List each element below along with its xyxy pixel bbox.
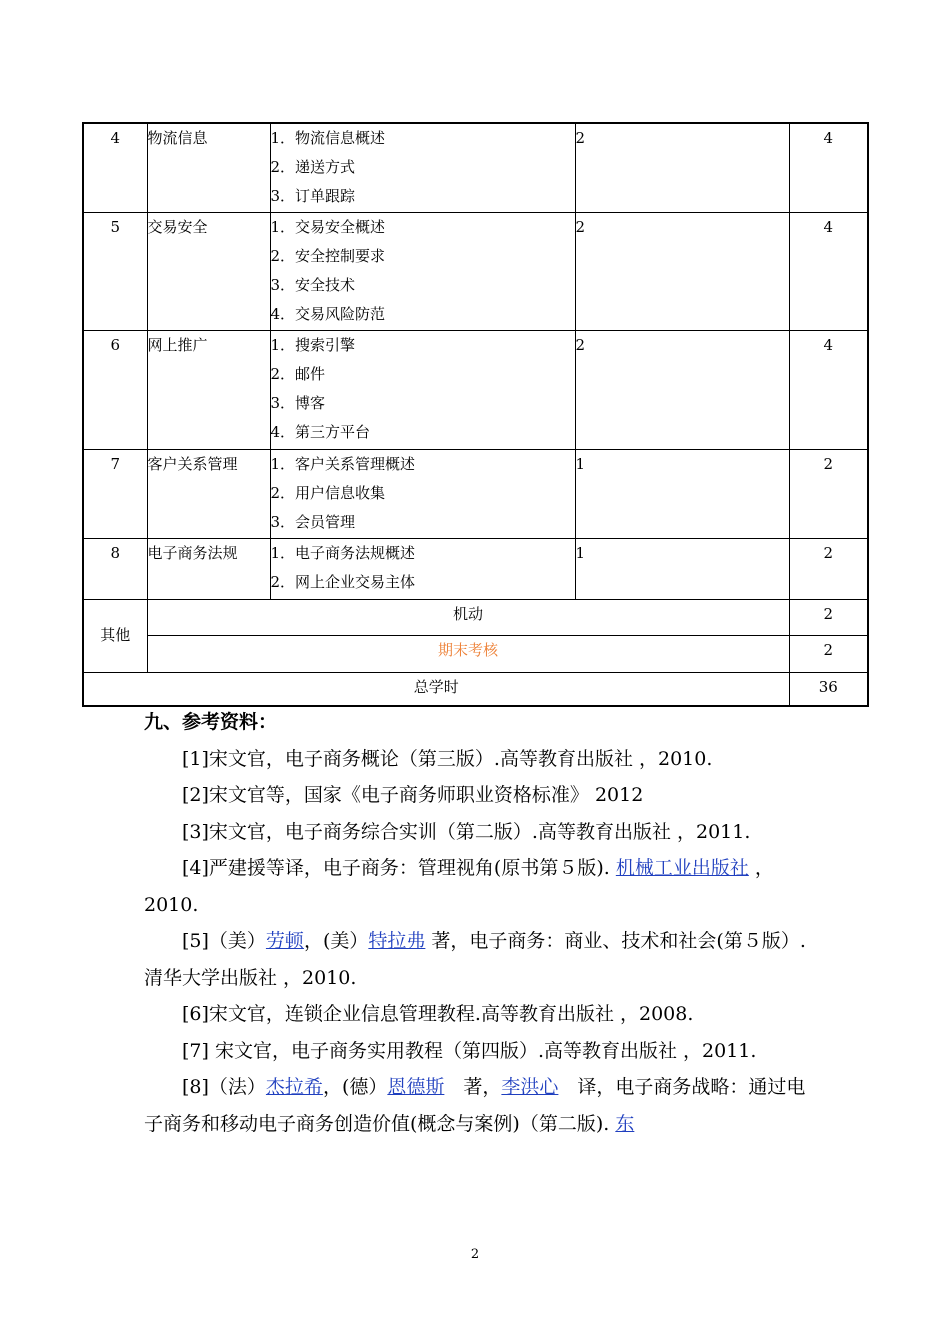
other-label: 其他 bbox=[83, 599, 147, 672]
publisher-link[interactable]: 东 bbox=[615, 1112, 635, 1135]
reference-text: [4]严建援等译，电子商务：管理视角(原书第５版). bbox=[182, 857, 616, 879]
author-link[interactable]: 特拉弗 bbox=[368, 930, 426, 952]
translator-link[interactable]: 李洪心 bbox=[501, 1076, 559, 1098]
row-total: 4 bbox=[789, 330, 868, 449]
reference-item: [6]宋文官，连锁企业信息管理教程.高等教育出版社 ，2008. bbox=[182, 1003, 694, 1025]
publisher-link[interactable]: 机械工业出版社 bbox=[615, 857, 749, 879]
table-row bbox=[83, 330, 868, 449]
references-section bbox=[144, 704, 810, 1142]
row-hours: 2 bbox=[575, 330, 789, 449]
table-row bbox=[83, 538, 868, 599]
reference-text: 著，电子商务：商业、技术和社会(第５版）.清华大学出版社 ，2010. bbox=[144, 930, 806, 989]
table-row bbox=[83, 599, 868, 635]
sum-label: 总学时 bbox=[83, 672, 789, 706]
table-row bbox=[83, 123, 868, 212]
table-row bbox=[83, 672, 868, 706]
section-heading: 九、参考资料： bbox=[144, 711, 278, 733]
list-item: 1．客户关系管理概述 bbox=[270, 454, 416, 473]
author-link[interactable]: 杰拉希 bbox=[265, 1076, 323, 1098]
table-row bbox=[83, 449, 868, 538]
flex-label: 机动 bbox=[147, 599, 789, 635]
author-link[interactable]: 恩德斯 bbox=[387, 1076, 445, 1098]
row-number: 4 bbox=[83, 123, 147, 212]
list-item: 3．会员管理 bbox=[270, 512, 356, 531]
list-item: 3．博客 bbox=[270, 393, 326, 412]
list-item: 1．搜索引擎 bbox=[270, 335, 356, 354]
reference-text: ，(美） bbox=[303, 930, 369, 952]
table-row bbox=[83, 212, 868, 330]
list-item: 2．用户信息收集 bbox=[270, 483, 386, 502]
row-total: 2 bbox=[789, 538, 868, 599]
row-items bbox=[270, 330, 575, 449]
row-total: 2 bbox=[789, 449, 868, 538]
course-schedule-table bbox=[82, 122, 869, 707]
reference-text: ，2010. bbox=[144, 857, 774, 916]
row-topic: 电子商务法规 bbox=[147, 538, 270, 599]
reference-item: [3]宋文官，电子商务综合实训（第二版）.高等教育出版社 ，2011. bbox=[182, 820, 751, 843]
list-item: 2．邮件 bbox=[270, 364, 326, 383]
list-item: 1．交易安全概述 bbox=[270, 217, 386, 236]
reference-text: 译，电子商务战略：通过电子商务和移动电子商务创造价值(概念与案例)（第二版). bbox=[144, 1076, 806, 1135]
row-number: 7 bbox=[83, 449, 147, 538]
row-hours: 2 bbox=[575, 212, 789, 330]
reference-item bbox=[144, 850, 810, 923]
row-items bbox=[270, 449, 575, 538]
author-link[interactable]: 劳顿 bbox=[265, 930, 304, 952]
row-topic: 物流信息 bbox=[147, 123, 270, 212]
sum-total: 36 bbox=[789, 672, 868, 706]
flex-total: 2 bbox=[789, 599, 868, 635]
reference-item: [1]宋文官，电子商务概论（第三版）.高等教育出版社 ，2010. bbox=[182, 747, 713, 770]
row-topic: 网上推广 bbox=[147, 330, 270, 449]
reference-item: [2]宋文官等，国家《电子商务师职业资格标准》 2012 bbox=[182, 784, 644, 806]
row-items bbox=[270, 538, 575, 599]
row-number: 6 bbox=[83, 330, 147, 449]
reference-item: [7] 宋文官，电子商务实用教程（第四版）.高等教育出版社 ，2011. bbox=[182, 1039, 757, 1062]
list-item: 1．物流信息概述 bbox=[270, 129, 386, 147]
row-hours: 2 bbox=[575, 123, 789, 212]
row-hours: 1 bbox=[575, 449, 789, 538]
list-item: 4．交易风险防范 bbox=[270, 304, 386, 323]
list-item: 3．订单跟踪 bbox=[270, 187, 356, 205]
reference-text: 著， bbox=[444, 1076, 502, 1098]
list-item: 3．安全技术 bbox=[270, 275, 356, 294]
reference-item bbox=[144, 923, 810, 996]
exam-total: 2 bbox=[789, 635, 868, 672]
list-item: 2．安全控制要求 bbox=[270, 246, 386, 265]
reference-text: [5]（美） bbox=[182, 930, 266, 952]
row-items bbox=[270, 123, 575, 212]
list-item: 2．递送方式 bbox=[270, 158, 356, 176]
exam-label: 期末考核 bbox=[147, 635, 789, 672]
reference-text: ，(德） bbox=[322, 1076, 388, 1098]
row-items bbox=[270, 212, 575, 330]
list-item: 2．网上企业交易主体 bbox=[270, 572, 416, 591]
row-hours: 1 bbox=[575, 538, 789, 599]
list-item: 4．第三方平台 bbox=[270, 422, 371, 441]
row-number: 5 bbox=[83, 212, 147, 330]
row-number: 8 bbox=[83, 538, 147, 599]
page-number: 2 bbox=[470, 1247, 480, 1262]
row-total: 4 bbox=[789, 212, 868, 330]
table-row bbox=[83, 635, 868, 672]
row-total: 4 bbox=[789, 123, 868, 212]
row-topic: 客户关系管理 bbox=[147, 449, 270, 538]
reference-text: [8]（法） bbox=[182, 1076, 266, 1098]
reference-item bbox=[144, 1069, 810, 1142]
row-topic: 交易安全 bbox=[147, 212, 270, 330]
list-item: 1．电子商务法规概述 bbox=[270, 543, 416, 562]
